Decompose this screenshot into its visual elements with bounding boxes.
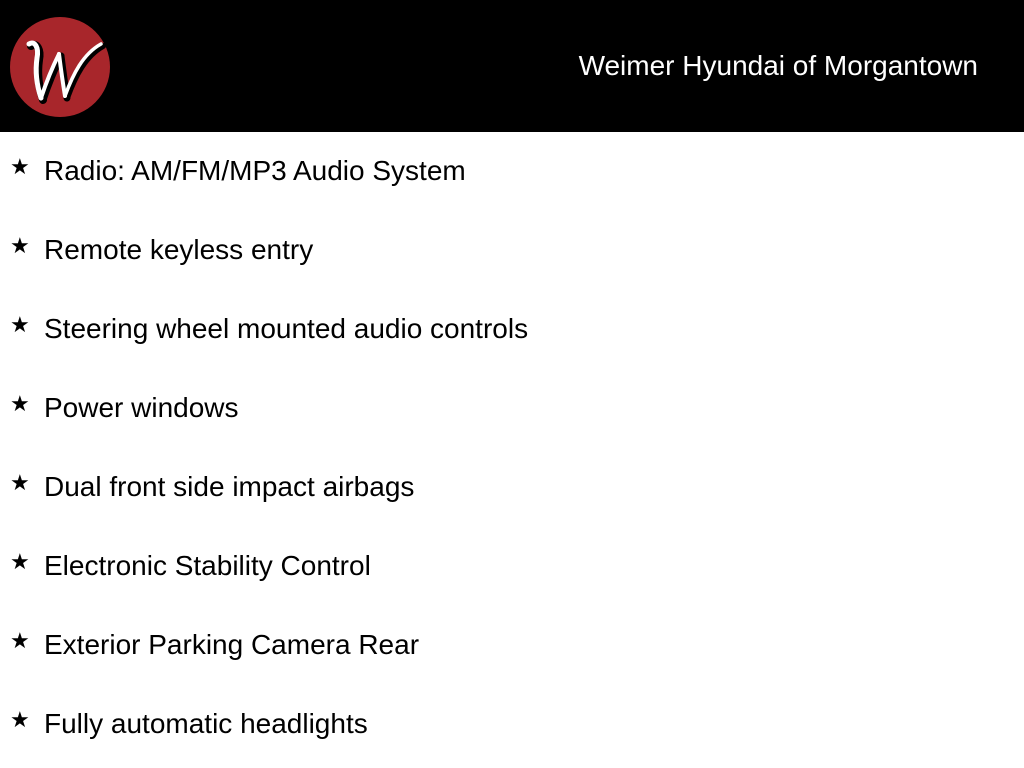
feature-item	[0, 527, 1024, 606]
star-icon: ★	[10, 470, 30, 495]
feature-text: Remote keyless entry	[44, 234, 314, 265]
star-icon: ★	[10, 154, 30, 179]
star-icon: ★	[10, 391, 30, 416]
feature-item	[0, 132, 1024, 211]
header-bar	[0, 0, 1024, 132]
feature-text: Radio: AM/FM/MP3 Audio System	[44, 155, 466, 186]
star-icon: ★	[10, 233, 30, 258]
feature-text: Dual front side impact airbags	[44, 471, 415, 502]
star-icon: ★	[10, 549, 30, 574]
star-icon: ★	[10, 312, 30, 337]
star-icon: ★	[10, 628, 30, 653]
feature-text: Exterior Parking Camera Rear	[44, 629, 420, 660]
feature-item	[0, 290, 1024, 369]
feature-text: Power windows	[44, 392, 239, 423]
weimer-w-logo-icon	[9, 16, 111, 118]
feature-item	[0, 211, 1024, 290]
feature-text: Fully automatic headlights	[44, 708, 368, 739]
feature-text: Electronic Stability Control	[44, 550, 371, 581]
feature-item	[0, 606, 1024, 685]
star-icon: ★	[10, 707, 30, 732]
feature-item	[0, 369, 1024, 448]
feature-item	[0, 685, 1024, 764]
feature-text: Steering wheel mounted audio controls	[44, 313, 529, 344]
dealer-name: Weimer Hyundai of Morgantown	[578, 50, 978, 81]
feature-item	[0, 448, 1024, 527]
feature-list	[0, 132, 1024, 764]
